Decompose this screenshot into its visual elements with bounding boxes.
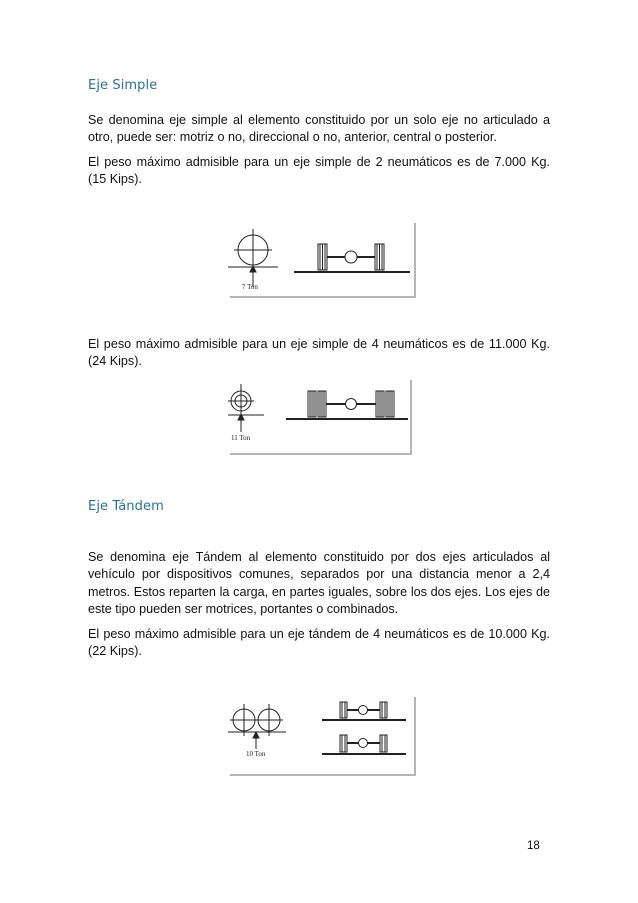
figure-single-axle-2-tires — [228, 221, 418, 299]
load-label-10-ton: 10 Ton — [246, 750, 266, 758]
eje-simple-2-neumaticos-text: El peso máximo admisible para un eje simple de 2 neumáticos es de 7.000 Kg. (15 Kips). — [88, 155, 550, 187]
eje-simple-4-neumaticos-text: El peso máximo admisible para un eje simple de 4 neumáticos es de 11.000 Kg. (24 Kips). — [88, 337, 550, 369]
load-label-11-ton: 11 Ton — [231, 434, 251, 442]
figure-tandem-axle — [228, 695, 418, 777]
eje-tandem-definition: Se denomina eje Tándem al elemento constituido por dos ejes articulados al vehículo por dispositivos comunes, separados por una distancia menor a 2,4 metros. Estos reparten la carga, en partes iguales, sobre los dos ejes. Los ejes de este tipo pueden ser motrices, portantes o combinados. — [88, 550, 550, 617]
figure-single-axle-4-tires — [228, 378, 414, 456]
section-title-eje-tandem: Eje Tándem — [88, 499, 164, 514]
load-label-7-ton: 7 Ton — [242, 283, 258, 291]
eje-tandem-4-neumaticos-text: El peso máximo admisible para un eje tándem de 4 neumáticos es de 10.000 Kg. (22 Kips). — [88, 627, 550, 659]
section-title-eje-simple: Eje Simple — [88, 78, 158, 93]
eje-simple-definition: Se denomina eje simple al elemento constituido por un solo eje no articulado a otro, puede ser: motriz o no, direccional o no, anterior, central o posterior. — [88, 113, 550, 145]
page-number: 18 — [527, 840, 540, 852]
